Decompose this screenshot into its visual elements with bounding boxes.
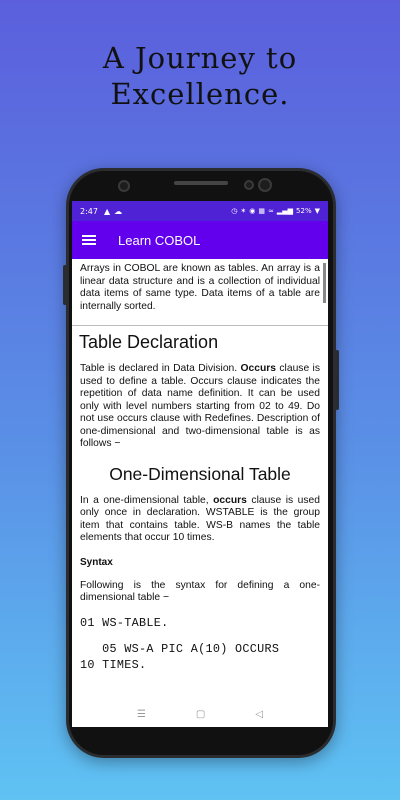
alarm-icon: ▲ xyxy=(103,206,111,216)
home-icon[interactable]: ▢ xyxy=(195,708,206,720)
signal-icon: ▂▄▆ xyxy=(276,207,294,215)
cloud-icon: ☁ xyxy=(114,206,123,216)
intro-paragraph: Arrays in COBOL are known as tables. An array is a linear data structure and is a collection of individual data items of same type. Data items of a table are internally sorted. xyxy=(80,263,320,312)
app-title: Learn COBOL xyxy=(118,232,201,248)
code-line-3: 10 TIMES. xyxy=(80,657,147,672)
alarm-clock-icon: ◷ xyxy=(231,207,238,215)
declaration-bold-occurs: Occurs xyxy=(240,363,277,374)
syntax-paragraph: Following is the syntax for defining a one-dimensional table − xyxy=(80,579,320,603)
code-line-1: 01 WS-TABLE. xyxy=(80,615,169,630)
one-dimensional-paragraph xyxy=(80,495,320,545)
recents-icon[interactable]: ☰ xyxy=(136,708,146,720)
headline-line-2: Excellence. xyxy=(110,77,290,111)
promo-headline xyxy=(0,40,400,112)
location-icon: ◉ xyxy=(249,207,256,215)
declaration-paragraph xyxy=(80,363,320,451)
one-dim-text-1: In a one-dimensional table, xyxy=(80,494,214,506)
front-camera xyxy=(118,180,130,192)
system-nav-bar xyxy=(72,701,328,727)
wifi-icon: ≈ xyxy=(268,207,274,215)
volte-icon: ▦ xyxy=(258,207,266,215)
app-bar xyxy=(72,221,328,259)
phone-speaker xyxy=(174,181,228,185)
article-content[interactable] xyxy=(72,259,328,673)
battery-icon: ▼ xyxy=(314,207,320,215)
one-dimensional-heading: One-Dimensional Table xyxy=(109,463,291,484)
back-icon[interactable]: ◁ xyxy=(255,708,264,720)
declaration-text-1: Table is declared in Data Division. xyxy=(80,363,241,374)
syntax-label: Syntax xyxy=(80,556,113,568)
one-dim-text-2: clause is used only once in declaration. WSTABLE is the group item that contains table. WS-B names the table elements that occur 10 times. xyxy=(80,494,320,543)
scrollbar-thumb[interactable] xyxy=(323,263,326,303)
battery-level: 52% xyxy=(296,207,312,215)
volume-button xyxy=(63,265,67,305)
one-dim-bold-occurs: occurs xyxy=(213,494,247,506)
headline-line-1: A Journey to xyxy=(102,41,298,75)
status-bar xyxy=(72,201,328,221)
status-time: 2:47 xyxy=(80,206,98,216)
front-sensor xyxy=(244,180,254,190)
table-declaration-heading: Table Declaration xyxy=(79,332,219,352)
power-button xyxy=(335,350,339,410)
front-sensor-2 xyxy=(258,178,272,192)
declaration-text-2: clause is used to define a table. Occurs clause indicates the repetition of data name definition. It can be used only with level numbers starting from 02 to 49. Do not use occurs clause with Redefines. Description of one-dimensional and two-dimensional table is as follows − xyxy=(80,363,320,449)
bluetooth-icon: ✶ xyxy=(240,207,247,215)
status-right xyxy=(231,207,320,215)
menu-icon[interactable] xyxy=(82,235,96,245)
divider xyxy=(72,325,328,326)
code-line-2: 05 WS-A PIC A(10) OCCURS xyxy=(80,641,280,656)
phone-screen xyxy=(72,201,328,727)
